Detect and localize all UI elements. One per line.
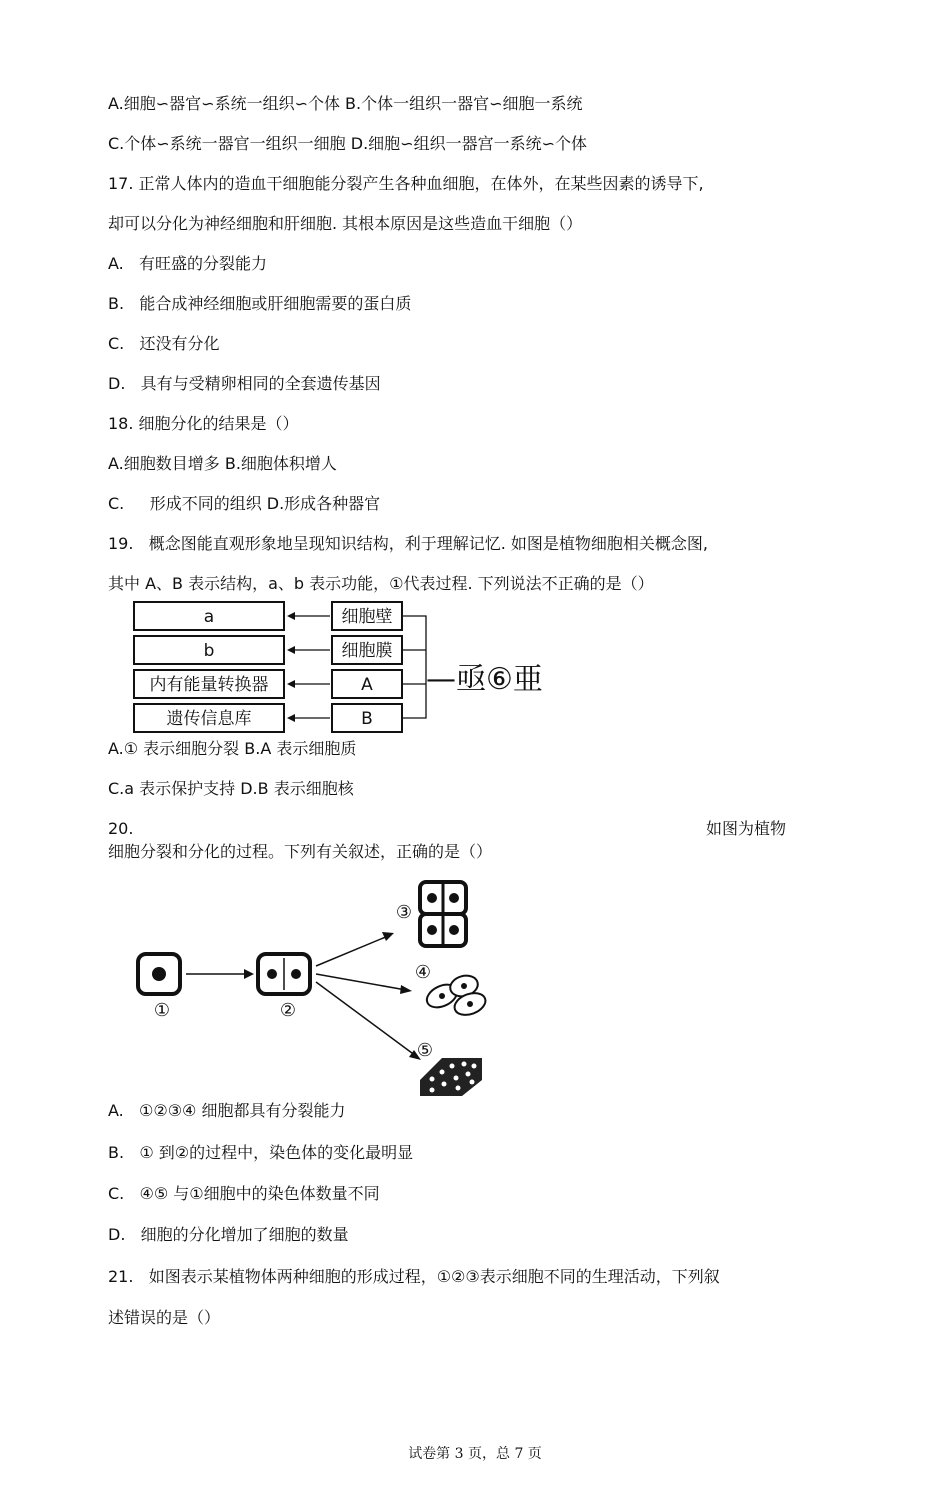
- function-label-genetic: 遗传信息库: [166, 709, 252, 729]
- q17-option-c: C. 还没有分化: [108, 334, 220, 353]
- cell-5: [420, 1058, 482, 1096]
- q21-stem-1: 21. 如图表示某植物体两种细胞的形成过程，①②③表示细胞不同的生理活动，下列叙: [108, 1267, 720, 1286]
- cell-4: [423, 973, 488, 1019]
- q21-stem-2: 述错误的是（）: [108, 1308, 221, 1327]
- q18-stem: 18. 细胞分化的结果是（）: [108, 414, 299, 433]
- line-16c: C.个体∽系统一器官一组织一细胞 D.细胞∽组织一器宫一系统∽个体: [108, 134, 587, 153]
- q19-stem-2: 其中 A、B 表示结构，a、b 表示功能，①代表过程. 下列说法不正确的是（）: [108, 574, 654, 593]
- q20-stem-right: 如图为植物: [706, 819, 787, 838]
- structure-label-cell-wall: 细胞壁: [341, 607, 393, 627]
- q20-option-b: B. ① 到②的过程中，染色体的变化最明显: [108, 1143, 414, 1162]
- q20-number: 20.: [108, 819, 134, 838]
- structure-label-cell-membrane: 细胞膜: [341, 641, 393, 661]
- line-16a: A.细胞∽器官∽系统一组织∽个体 B.个体一组织一器官∽细胞一系统: [108, 94, 583, 113]
- function-label-energy: 内有能量转换器: [149, 675, 269, 695]
- page-footer: 试卷第 3 页，总 7 页: [408, 1446, 542, 1462]
- function-label-a: a: [203, 607, 215, 627]
- q19-options-cd: C.a 表示保护支持 D.B 表示细胞核: [108, 779, 354, 798]
- structure-label-b: B: [361, 709, 373, 729]
- q20-option-a: A. ①②③④ 细胞都具有分裂能力: [108, 1101, 346, 1120]
- cell-label-3: ③: [395, 902, 413, 923]
- q18-options-cd: C. 形成不同的组织 D.形成各种器官: [108, 494, 381, 513]
- cell-label-4: ④: [414, 962, 432, 983]
- q20-option-d: D. 细胞的分化增加了细胞的数量: [108, 1225, 349, 1244]
- q20-option-c: C. ④⑤ 与①细胞中的染色体数量不同: [108, 1184, 380, 1203]
- q17-option-b: B. 能合成神经细胞或肝细胞需要的蛋白质: [108, 294, 412, 313]
- q17-stem-2: 却可以分化为神经细胞和肝细胞. 其根本原因是这些造血干细胞（）: [108, 214, 583, 233]
- q19-options-ab: A.① 表示细胞分裂 B.A 表示细胞质: [108, 739, 357, 758]
- function-label-b: b: [203, 641, 215, 661]
- q20-cell-division-diagram: [132, 874, 492, 1100]
- q20-stem-2: 细胞分裂和分化的过程。下列有关叙述，正确的是（）: [108, 842, 493, 861]
- structure-label-a: A: [361, 675, 373, 695]
- process-label: —亟⑥亜: [426, 662, 543, 697]
- q19-concept-diagram: [130, 598, 590, 738]
- q19-stem-1: 19. 概念图能直观形象地呈现知识结构，利于理解记忆. 如图是植物细胞相关概念图,: [108, 534, 708, 553]
- cell-label-2: ②: [279, 1000, 297, 1021]
- q17-option-d: D. 具有与受精卵相同的全套遗传基因: [108, 374, 381, 393]
- q17-stem-1: 17. 正常人体内的造血干细胞能分裂产生各种血细胞，在体外，在某些因素的诱导下,: [108, 174, 704, 193]
- cell-label-1: ①: [153, 1000, 171, 1021]
- q18-options-ab: A.细胞数目增多 B.细胞体积增人: [108, 454, 337, 473]
- q17-option-a: A. 有旺盛的分裂能力: [108, 254, 268, 273]
- cell-label-5: ⑤: [416, 1040, 434, 1061]
